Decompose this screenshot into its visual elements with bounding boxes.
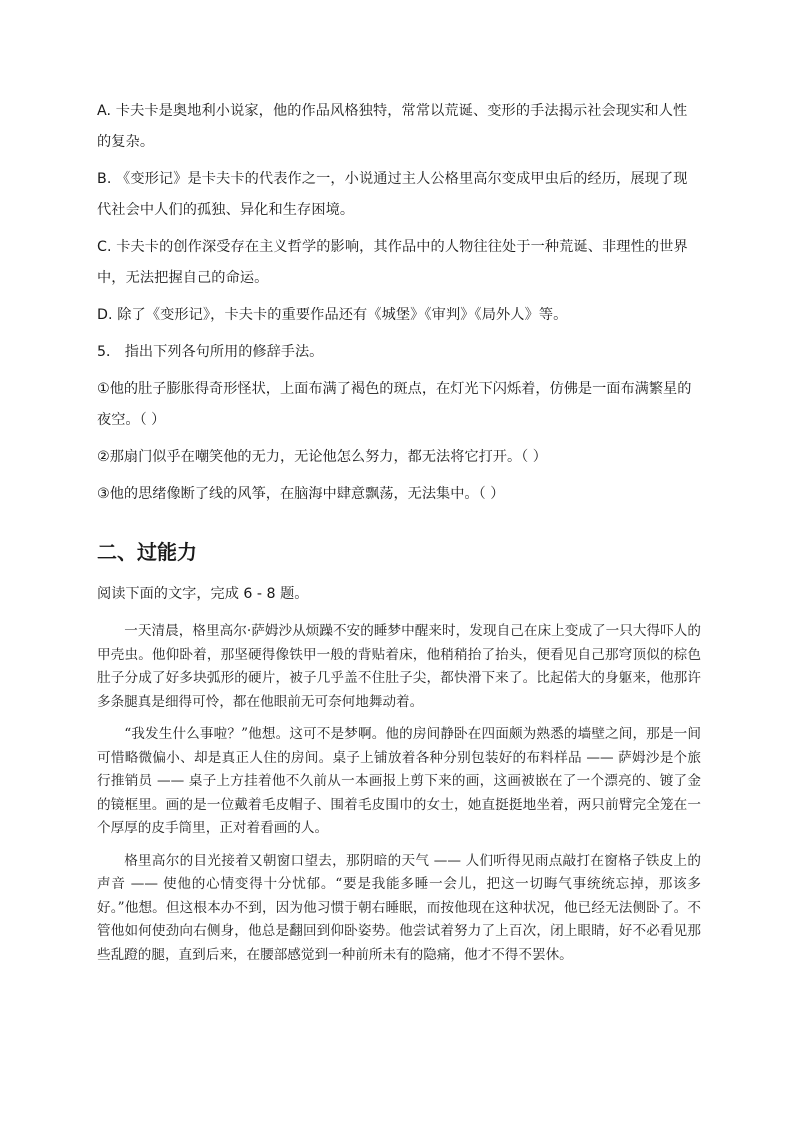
section-title: 二、过能力 [97, 540, 197, 564]
option-d: D. 除了《变形记》，卡夫卡的重要作品还有《城堡》《审判》《局外人》等。 [97, 307, 568, 323]
reading-instruction: 阅读下面的文字，完成 6 - 8 题。 [97, 586, 309, 602]
passage-paragraph: 格里高尔的目光接着又朝窗口望去，那阴暗的天气 —— 人们听得见雨点敲打在窗格子铁皮上的声音 —— 使他的心情变得十分忧郁。“要是我能多睡一会儿，把这一切晦气事统统忘掉，那该多好。”他想。但这根本办不到，因为他习惯于朝右睡眠，而按他现在这种状况，他已经无法侧卧了。不管他如何使劲向右侧身，他总是翻回到仰卧姿势。他尝试着努力了上百次，闭上眼睛，好不必看见那些乱蹬的腿，直到后来，在腰部感觉到一种前所未有的隐痛，他才不得不罢休。 [97, 852, 701, 963]
question-5-item-3: ③他的思绪像断了线的风筝，在脑海中肆意飘荡，无法集中。（ ） [97, 486, 505, 502]
passage-paragraph: “我发生什么事啦？”他想。这可不是梦啊。他的房间静卧在四面颇为熟悉的墙壁之间，那是一间可惜略微偏小、却是真正人住的房间。桌子上铺放着各种分别包装好的布料样品 —— 萨姆沙是个旅行推销员 —— 桌子上方挂着他不久前从一本画报上剪下来的画，这画被嵌在了一个漂亮的、镀了金的镜框里。画的是一位戴着毛皮帽子、围着毛皮围巾的女士，她直挺挺地坐着，两只前臂完全笼在一个厚厚的皮手筒里，正对着看画的人。 [97, 726, 701, 836]
passage-paragraph: 一天清晨，格里高尔·萨姆沙从烦躁不安的睡梦中醒来时，发现自己在床上变成了一只大得吓人的甲壳虫。他仰卧着，那坚硬得像铁甲一般的背贴着床，他稍稍抬了抬头，便看见自己那穹顶似的棕色肚子分成了好多块弧形的硬片，被子几乎盖不住肚子尖，都快滑下来了。比起偌大的身躯来，他那许多条腿真是细得可怜，都在他眼前无可奈何地舞动着。 [97, 623, 701, 710]
document-page [97, 96, 701, 976]
question-5-item-2: ②那扇门似乎在嘲笑他的无力，无论他怎么努力，都无法将它打开。（ ） [97, 449, 547, 465]
reading-passage [97, 620, 701, 967]
option-c: C. 卡夫卡的创作深受存在主义哲学的影响，其作品中的人物往往处于一种荒诞、非理性的世界中，无法把握自己的命运。 [97, 239, 688, 286]
question-5-stem: 5． 指出下列各句所用的修辞手法。 [97, 344, 324, 360]
option-a: A. 卡夫卡是奥地利小说家，他的作品风格独特，常常以荒诞、变形的手法揭示社会现实和人性的复杂。 [97, 103, 688, 150]
option-b: B. 《变形记》是卡夫卡的代表作之一，小说通过主人公格里高尔变成甲虫后的经历，展现了现代社会中人们的孤独、异化和生存困境。 [97, 171, 688, 218]
question-5-item-1: ①他的肚子膨胀得奇形怪状，上面布满了褐色的斑点，在灯光下闪烁着，仿佛是一面布满繁星的夜空。（ ） [97, 381, 692, 428]
